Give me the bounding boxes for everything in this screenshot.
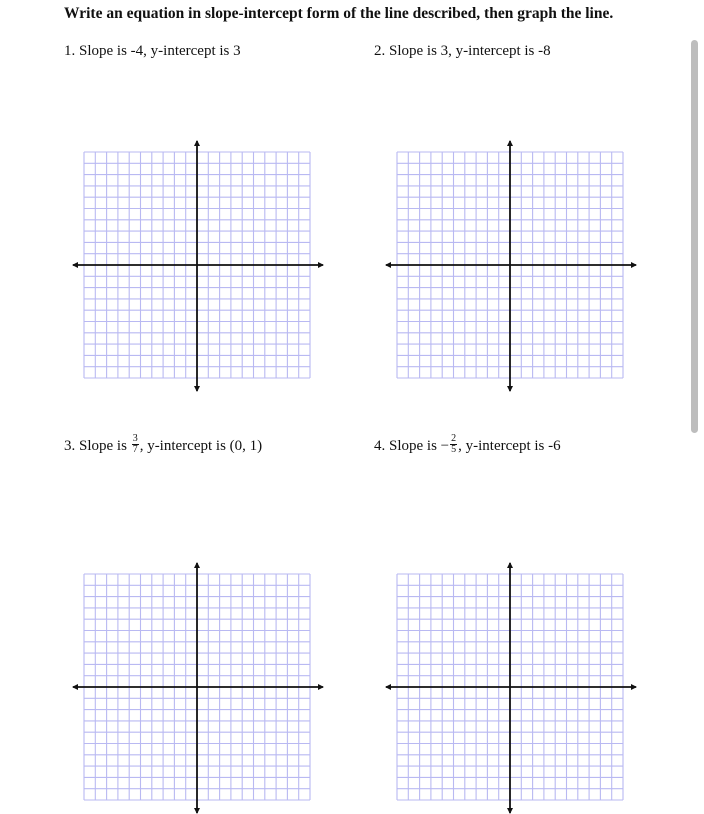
x-axis-left-arrow-icon [385, 684, 391, 690]
y-axis-up-arrow-icon [507, 562, 513, 568]
vertical-scrollbar[interactable] [691, 40, 698, 433]
coordinate-grid-3[interactable] [72, 562, 324, 814]
problem-3-prefix: 3. Slope is [64, 437, 131, 454]
y-axis-up-arrow-icon [194, 562, 200, 568]
x-axis-right-arrow-icon [318, 262, 324, 268]
x-axis-left-arrow-icon [72, 262, 78, 268]
x-axis-left-arrow-icon [72, 684, 78, 690]
problem-2-text: 2. Slope is 3, y-intercept is -8 [374, 43, 551, 59]
x-axis-right-arrow-icon [631, 684, 637, 690]
problem-1-text: 1. Slope is -4, y-intercept is 3 [64, 43, 241, 59]
problem-3-fraction-numerator: 3 [132, 433, 138, 444]
worksheet-title: Write an equation in slope-intercept form of the line described, then graph the line. [64, 5, 614, 22]
problem-3-slope-fraction [132, 434, 139, 455]
problem-4-slope-fraction [450, 434, 457, 455]
problem-3-text [64, 433, 263, 457]
x-axis-right-arrow-icon [318, 684, 324, 690]
problem-3-fraction-denominator: 7 [132, 444, 138, 455]
x-axis-left-arrow-icon [385, 262, 391, 268]
problem-4-text [374, 433, 561, 457]
y-axis-down-arrow-icon [194, 386, 200, 392]
coordinate-grid-4[interactable] [385, 562, 637, 814]
problem-4-fraction-numerator: 2 [451, 433, 457, 444]
coordinate-grid-2[interactable] [385, 140, 637, 392]
problem-4-fraction-denominator: 5 [451, 444, 457, 455]
y-axis-down-arrow-icon [194, 808, 200, 814]
problem-4-prefix: 4. Slope is − [374, 437, 450, 454]
problem-3-suffix: , y-intercept is (0, 1) [139, 437, 263, 454]
y-axis-up-arrow-icon [507, 140, 513, 146]
y-axis-down-arrow-icon [507, 808, 513, 814]
problem-4-suffix: , y-intercept is -6 [458, 437, 561, 454]
coordinate-grid-1[interactable] [72, 140, 324, 392]
y-axis-up-arrow-icon [194, 140, 200, 146]
y-axis-down-arrow-icon [507, 386, 513, 392]
x-axis-right-arrow-icon [631, 262, 637, 268]
